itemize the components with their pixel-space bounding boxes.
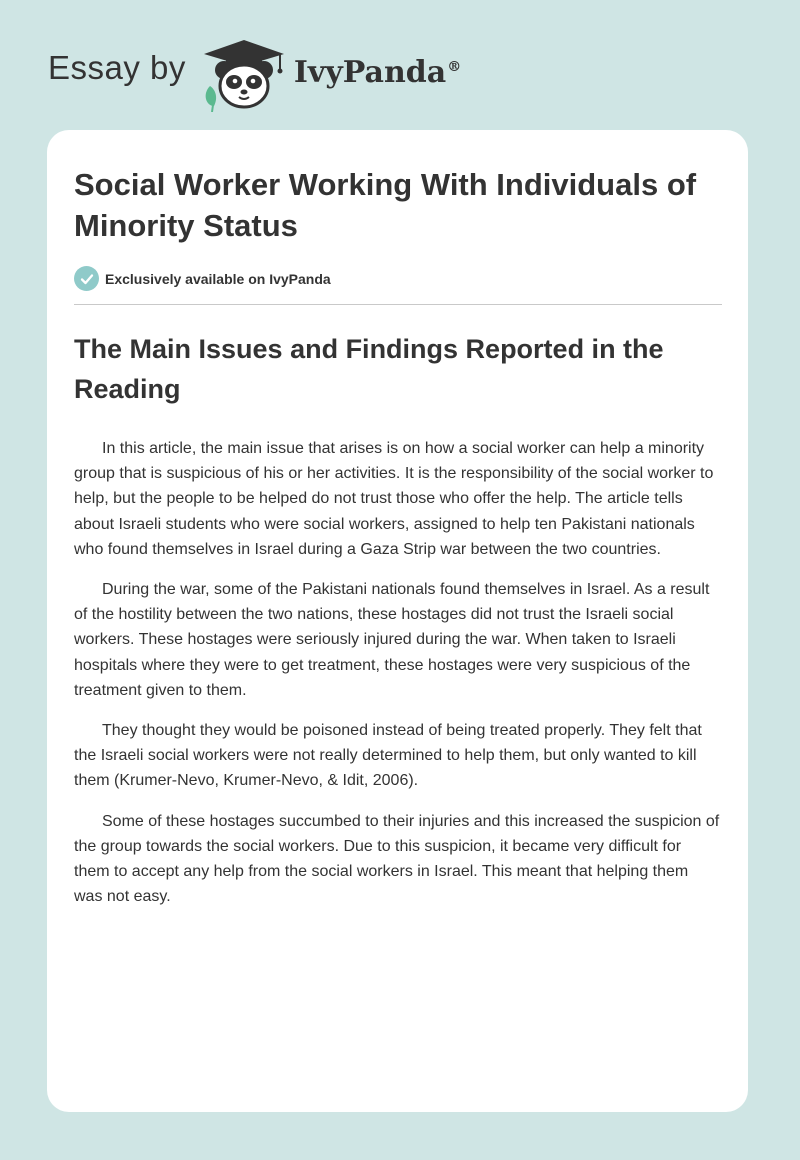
panda-mascot-icon[interactable] xyxy=(200,36,288,112)
exclusive-badge xyxy=(74,266,721,291)
registered-mark: ® xyxy=(447,58,462,75)
badge-text: Exclusively available on IvyPanda xyxy=(105,270,331,287)
page-title: Social Worker Working With Individuals of Minority Status xyxy=(74,167,697,243)
brand-name[interactable]: IvyPanda® xyxy=(293,54,462,90)
essay-by-label: Essay by xyxy=(48,49,186,86)
check-icon xyxy=(74,266,99,291)
body-paragraph: Some of these hostages succumbed to their injuries and this increased the suspicion of the group towards the social workers. Due to this suspicion, it became very difficult for them to accept any help from the social workers in Israel. This meant that helping them was not easy. xyxy=(74,812,720,906)
section-heading: The Main Issues and Findings Reported in the Reading xyxy=(74,334,664,404)
body-paragraph: During the war, some of the Pakistani nationals found themselves in Israel. As a result of the hostility between the two nations, these hostages did not trust the Israeli social workers. These hostages were seriously injured during the war. When taken to Israeli hospitals where they were to get treatment, these hostages were very suspicious of the treatment given to them. xyxy=(74,581,710,699)
body-paragraph: In this article, the main issue that arises is on how a social worker can help a minority group that is suspicious of his or her activities. It is the responsibility of the social worker to help, but the people to be helped do not trust those who offer the help. The article tells about Israeli students who were social workers, assigned to help ten Pakistani nationals who found themselves in Israel during a Gaza Strip war between the two countries. xyxy=(74,440,714,558)
body-paragraph: They thought they would be poisoned instead of being treated properly. They felt that the Israeli social workers were not really determined to help them, but only wanted to kill them (Krumer-Nevo, Krumer-Nevo, & Idit, 2006). xyxy=(74,722,702,790)
divider xyxy=(74,304,722,305)
site-header xyxy=(48,34,461,114)
essay-card xyxy=(47,130,748,1112)
